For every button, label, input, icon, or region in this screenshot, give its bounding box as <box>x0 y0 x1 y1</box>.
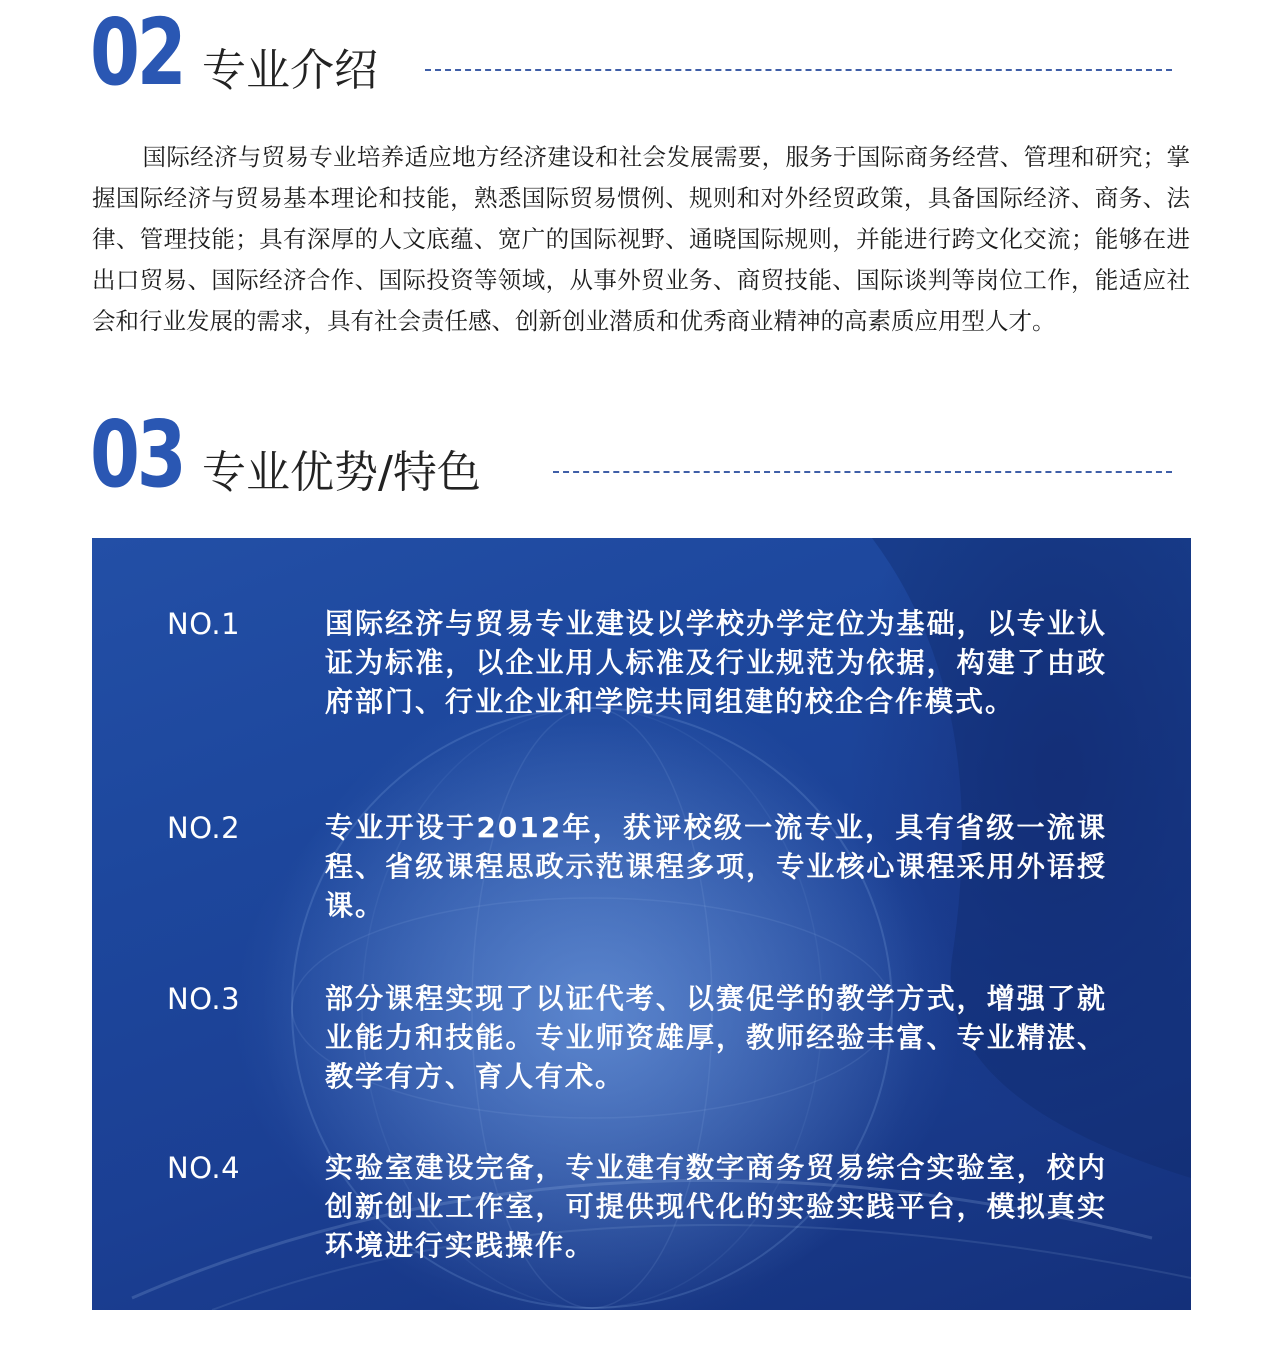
section-title: 专业优势/特色 <box>202 447 481 498</box>
advantages-panel <box>92 538 1191 1310</box>
intro-paragraph: 国际经济与贸易专业培养适应地方经济建设和社会发展需要，服务于国际商务经营、管理和研究；掌握国际经济与贸易基本理论和技能，熟悉国际贸易惯例、规则和对外经贸政策，具备国际经济、商务、法律、管理技能；具有深厚的人文底蕴、宽广的国际视野、通晓国际规则，并能进行跨文化交流；能够在进出口贸易、国际经济合作、国际投资等领域，从事外贸业务、商贸技能、国际谈判等岗位工作，能适应社会和行业发展的需求，具有社会责任感、创新创业潜质和优秀商业精神的高素质应用型人才。 <box>92 143 1190 335</box>
item-text: 国际经济与贸易专业建设以学校办学定位为基础，以专业认证为标准，以企业用人标准及行业规范为依据，构建了由政府部门、行业企业和学院共同组建的校企合作模式。 <box>325 607 1107 718</box>
section-number: 03 <box>90 401 184 508</box>
section-header-advantages <box>90 401 1180 508</box>
dashed-divider <box>553 471 1172 473</box>
item-text: 部分课程实现了以证代考、以赛促学的教学方式，增强了就业能力和技能。专业师资雄厚，教师经验丰富、专业精湛、教学有方、育人有术。 <box>325 982 1107 1093</box>
item-text: 专业开设于2012年，获评校级一流专业，具有省级一流课程、省级课程思政示范课程多项，专业核心课程采用外语授课。 <box>325 811 1107 922</box>
item-number: NO.1 <box>167 607 241 641</box>
item-text: 实验室建设完备，专业建有数字商务贸易综合实验室，校内创新创业工作室，可提供现代化的实验实践平台，模拟真实环境进行实践操作。 <box>325 1151 1107 1262</box>
section-title: 专业介绍 <box>202 45 378 96</box>
item-number: NO.3 <box>167 982 241 1016</box>
item-number: NO.2 <box>167 811 241 845</box>
dashed-divider <box>425 69 1172 71</box>
section-number: 02 <box>90 0 184 106</box>
section-header-intro <box>90 0 1180 106</box>
item-number: NO.4 <box>167 1151 241 1185</box>
